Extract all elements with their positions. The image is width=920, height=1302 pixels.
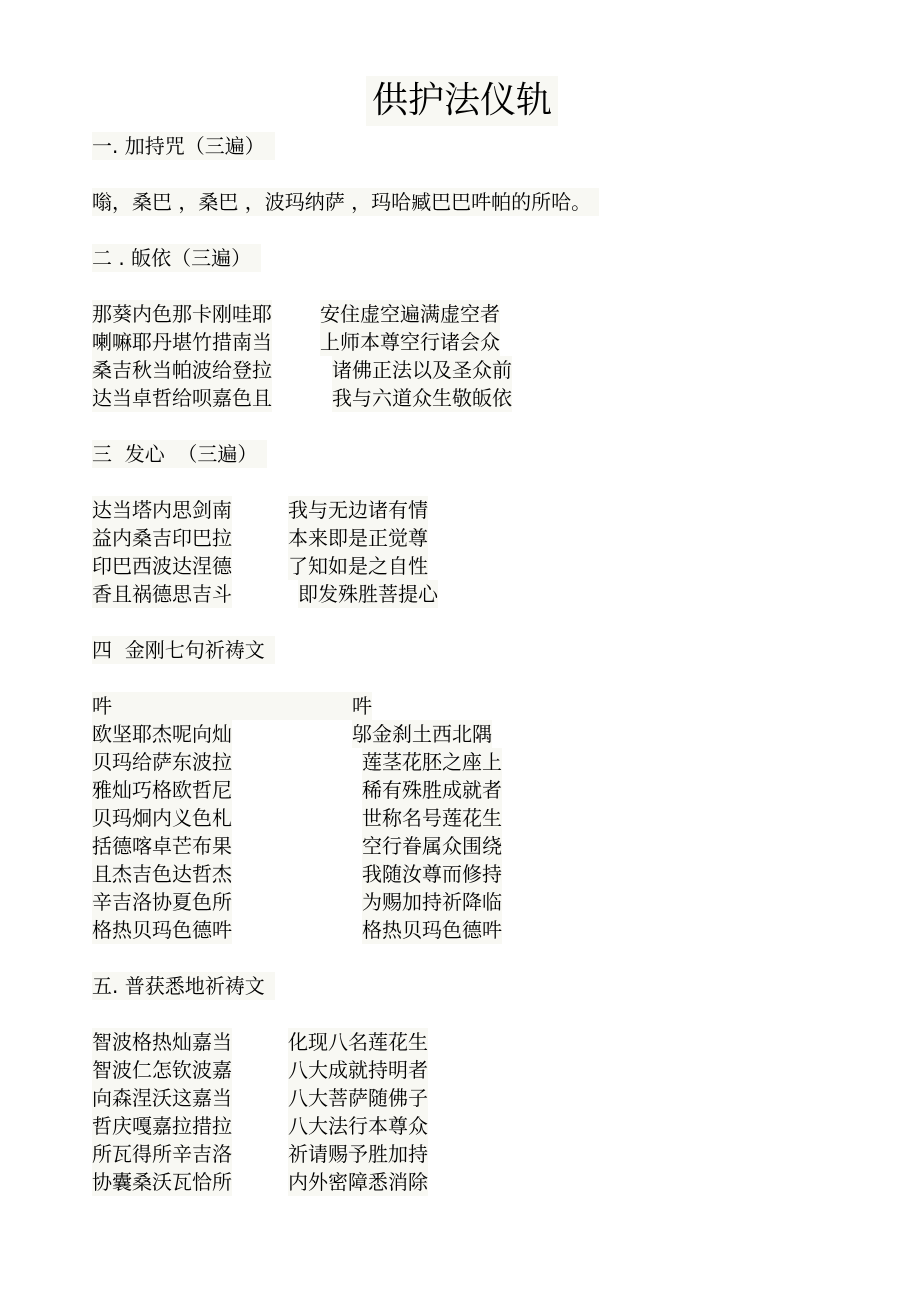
verse-translation: 安住虚空遍满虚空者 <box>320 302 500 326</box>
section-heading-refuge: 二 . 皈依（三遍） <box>92 244 261 272</box>
verse-row <box>92 580 438 608</box>
verse-row <box>92 1028 428 1056</box>
verse-row <box>92 384 512 412</box>
verse-translation: 八大菩萨随佛子 <box>288 1086 428 1110</box>
verse-row <box>92 328 500 356</box>
verse-translation: 邬金刹土西北隅 <box>352 722 492 746</box>
verse-transliteration: 达当卓哲给呗嘉色且 <box>92 386 272 410</box>
verse-row <box>92 692 372 720</box>
verse-translation: 了知如是之自性 <box>288 554 428 578</box>
verse-transliteration: 哲庆嘎嘉拉措拉 <box>92 1114 232 1138</box>
verse-transliteration: 且杰吉色达哲杰 <box>92 862 232 886</box>
verse-transliteration: 香且祸德思吉斗 <box>92 582 232 606</box>
verse-translation: 化现八名莲花生 <box>288 1030 428 1054</box>
verse-translation: 八大成就持明者 <box>288 1058 428 1082</box>
verse-row <box>92 1112 428 1140</box>
verse-translation: 本来即是正觉尊 <box>288 526 428 550</box>
verse-translation: 莲茎花胚之座上 <box>362 750 502 774</box>
verse-translation: 我与六道众生敬皈依 <box>332 386 512 410</box>
verse-transliteration: 括德喀卓芒布果 <box>92 834 232 858</box>
verse-row <box>92 496 428 524</box>
verse-row <box>92 776 502 804</box>
verse-translation: 上师本尊空行诸会众 <box>320 330 500 354</box>
verse-translation: 即发殊胜菩提心 <box>298 582 438 606</box>
verse-transliteration: 辛吉洛协夏色所 <box>92 890 232 914</box>
verse-translation: 八大法行本尊众 <box>288 1114 428 1138</box>
verse-row <box>92 1084 428 1112</box>
verse-transliteration: 所瓦得所辛吉洛 <box>92 1142 232 1166</box>
verse-row <box>92 832 502 860</box>
section-heading-seven-line-prayer: 四 金刚七句祈祷文 <box>92 636 275 664</box>
verse-row <box>92 804 502 832</box>
mantra-text: 嗡，桑巴 ，桑巴 ，波玛纳萨 ，玛哈臧巴巴吽帕的所哈。 <box>92 188 599 216</box>
verse-row <box>92 888 502 916</box>
verse-transliteration: 向森涅沃这嘉当 <box>92 1086 232 1110</box>
verse-translation: 世称名号莲花生 <box>362 806 502 830</box>
verse-transliteration: 欧坚耶杰呢向灿 <box>92 722 232 746</box>
verse-row <box>92 300 500 328</box>
section-heading-bodhicitta: 三 发心 （三遍） <box>92 440 267 468</box>
section-heading-siddhi-prayer: 五. 普获悉地祈祷文 <box>92 972 275 1000</box>
verse-translation: 内外密障悉消除 <box>288 1170 428 1194</box>
verse-translation: 稀有殊胜成就者 <box>362 778 502 802</box>
verse-transliteration: 吽 <box>92 692 352 720</box>
verse-row <box>92 1140 428 1168</box>
verse-translation: 为赐加持祈降临 <box>362 890 502 914</box>
mantra-line <box>92 188 592 216</box>
verse-row <box>92 524 428 552</box>
verse-transliteration: 智波格热灿嘉当 <box>92 1030 232 1054</box>
verse-translation: 空行眷属众围绕 <box>362 834 502 858</box>
verse-translation: 诸佛正法以及圣众前 <box>332 358 512 382</box>
verse-transliteration: 印巴西波达涅德 <box>92 554 232 578</box>
verse-transliteration: 贝玛给萨东波拉 <box>92 750 232 774</box>
verse-translation: 吽 <box>352 694 372 718</box>
verse-transliteration: 格热贝玛色德吽 <box>92 918 232 942</box>
verse-row <box>92 860 502 888</box>
verse-translation: 祈请赐予胜加持 <box>288 1142 428 1166</box>
verse-row <box>92 1168 428 1196</box>
verse-translation: 我随汝尊而修持 <box>362 862 502 886</box>
verse-transliteration: 桑吉秋当帕波给登拉 <box>92 358 272 382</box>
verse-row <box>92 916 502 944</box>
verse-row <box>92 748 502 776</box>
section-heading-blessing-mantra: 一. 加持咒（三遍） <box>92 132 275 160</box>
verse-transliteration: 智波仁怎钦波嘉 <box>92 1058 232 1082</box>
verse-row <box>92 1056 428 1084</box>
verse-transliteration: 协囊桑沃瓦恰所 <box>92 1170 232 1194</box>
verse-row <box>92 356 512 384</box>
verse-row <box>92 720 492 748</box>
verse-translation: 我与无边诸有情 <box>288 498 428 522</box>
verse-transliteration: 达当塔内思剑南 <box>92 498 232 522</box>
verse-transliteration: 那葵内色那卡刚哇耶 <box>92 302 272 326</box>
page-title: 供护法仪轨 <box>366 76 558 126</box>
verse-transliteration: 益内桑吉印巴拉 <box>92 526 232 550</box>
verse-row <box>92 552 428 580</box>
verse-transliteration: 贝玛炯内义色札 <box>92 806 232 830</box>
verse-transliteration: 雅灿巧格欧哲尼 <box>92 778 232 802</box>
verse-transliteration: 喇嘛耶丹堪竹措南当 <box>92 330 272 354</box>
verse-translation: 格热贝玛色德吽 <box>362 918 502 942</box>
